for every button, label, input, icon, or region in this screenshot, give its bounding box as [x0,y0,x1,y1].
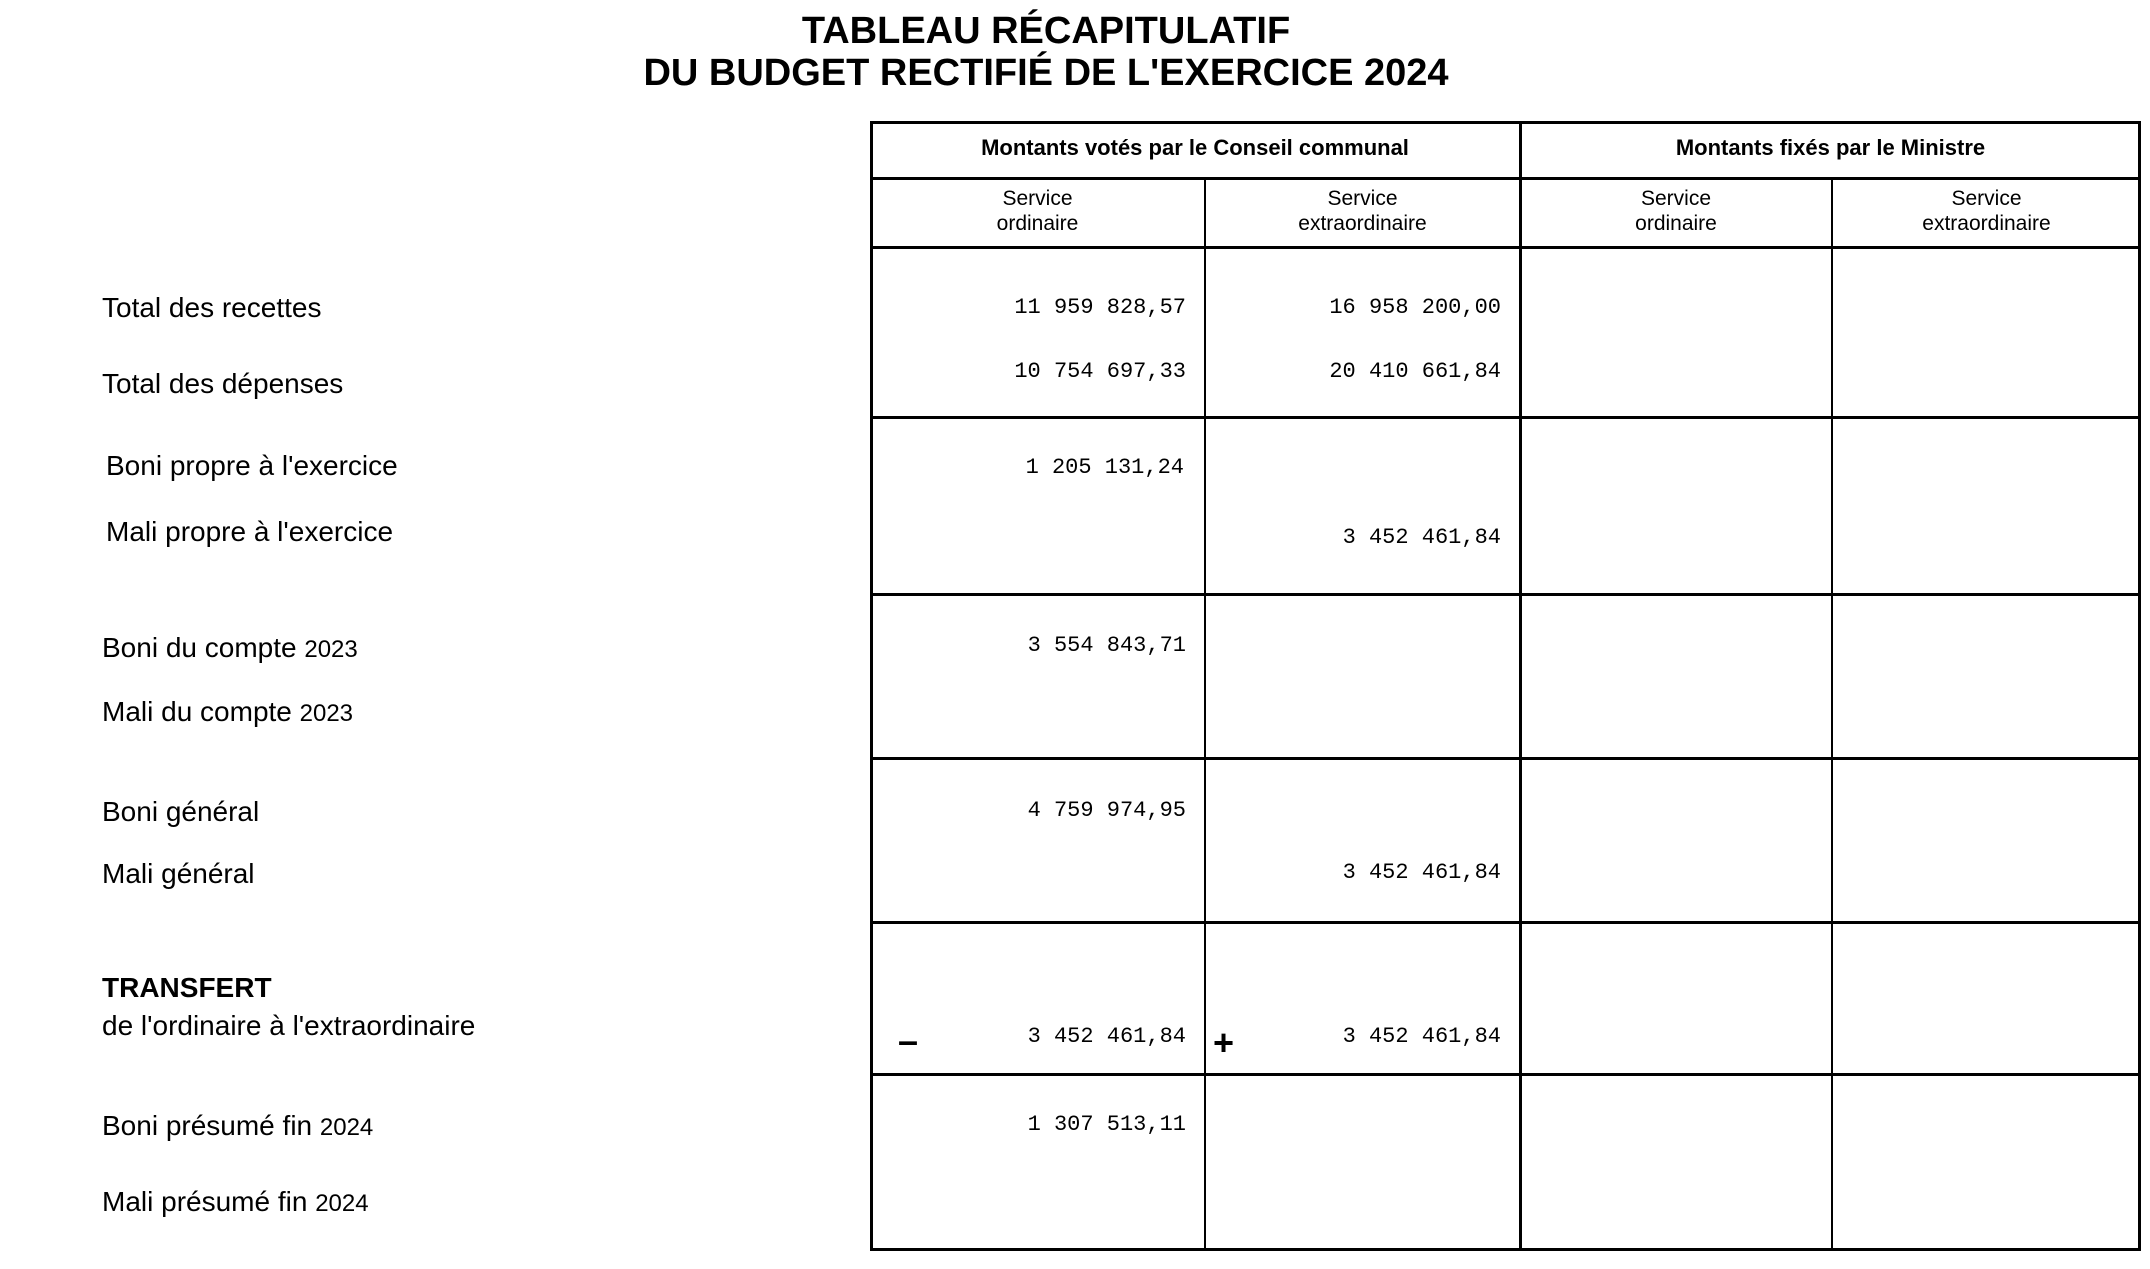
label-mali-compte: Mali du compte 2023 [102,696,354,727]
value-transfert-ord: 3 452 461,84 [1027,1024,1186,1049]
document-title-line2: DU BUDGET RECTIFIÉ DE L'EXERCICE 2024 [643,52,1449,94]
label-mali-presume-year: 2024 [315,1190,369,1217]
label-total-recettes: Total des recettes [102,292,322,323]
label-transfert: TRANSFERT [102,972,272,1003]
document-title-line1: TABLEAU RÉCAPITULATIF [801,10,1291,52]
label-transfert-sub: de l'ordinaire à l'extraordinaire [102,1010,476,1041]
section-line-5 [870,1073,2141,1076]
label-boni-propre: Boni propre à l'exercice [106,450,398,481]
label-mali-presume: Mali présumé fin 2024 [102,1186,369,1217]
value-transfert-extra: 3 452 461,84 [1342,1024,1501,1049]
header-bottom [870,246,2141,249]
label-mali-compte-year: 2023 [299,700,354,727]
section-line-2 [870,593,2141,596]
label-mali-general: Mali général [102,858,255,889]
value-total-recettes-ord: 11 959 828,57 [1014,295,1186,320]
table-border-right [2138,121,2141,1251]
label-boni-presume: Boni présumé fin 2024 [102,1110,374,1141]
section-line-3 [870,757,2141,760]
label-total-depenses: Total des dépenses [102,368,344,399]
section-line-1 [870,416,2141,419]
table-border-top [870,121,2141,124]
table-border-bottom [870,1248,2141,1251]
table-border-left [870,121,873,1251]
value-mali-propre-extra: 3 452 461,84 [1342,525,1501,550]
header-divider [870,177,2141,180]
label-mali-propre: Mali propre à l'exercice [106,516,394,547]
header-ministre: Montants fixés par le Ministre [1675,135,1986,160]
subheader-ordinaire-1: Service ordinaire [996,187,1079,235]
group-divider [1519,121,1522,1251]
minus-sign: – [898,1020,919,1061]
label-boni-compte-year: 2023 [304,636,358,663]
col-divider-1 [1204,179,1206,1251]
col-divider-3 [1831,179,1833,1251]
header-conseil-communal: Montants votés par le Conseil communal [981,135,1409,160]
label-boni-presume-year: 2024 [319,1114,374,1141]
value-total-depenses-ord: 10 754 697,33 [1014,359,1186,384]
subheader-ordinaire-2: Service ordinaire [1635,187,1717,235]
subheader-extraordinaire-2: Service extraordinaire [1922,187,2051,235]
subheader-extraordinaire-1: Service extraordinaire [1298,187,1427,235]
value-boni-compte-ord: 3 554 843,71 [1027,633,1186,658]
value-total-recettes-extra: 16 958 200,00 [1329,295,1501,320]
section-line-4 [870,921,2141,924]
label-boni-compte: Boni du compte 2023 [102,632,358,663]
label-boni-general: Boni général [102,796,260,827]
value-boni-presume-ord: 1 307 513,11 [1027,1112,1186,1137]
budget-table [870,121,2141,1251]
value-total-depenses-extra: 20 410 661,84 [1329,359,1501,384]
value-boni-general-ord: 4 759 974,95 [1027,798,1186,823]
value-boni-propre-ord: 1 205 131,24 [1025,455,1184,480]
value-mali-general-extra: 3 452 461,84 [1342,860,1501,885]
plus-sign: + [1213,1022,1235,1063]
